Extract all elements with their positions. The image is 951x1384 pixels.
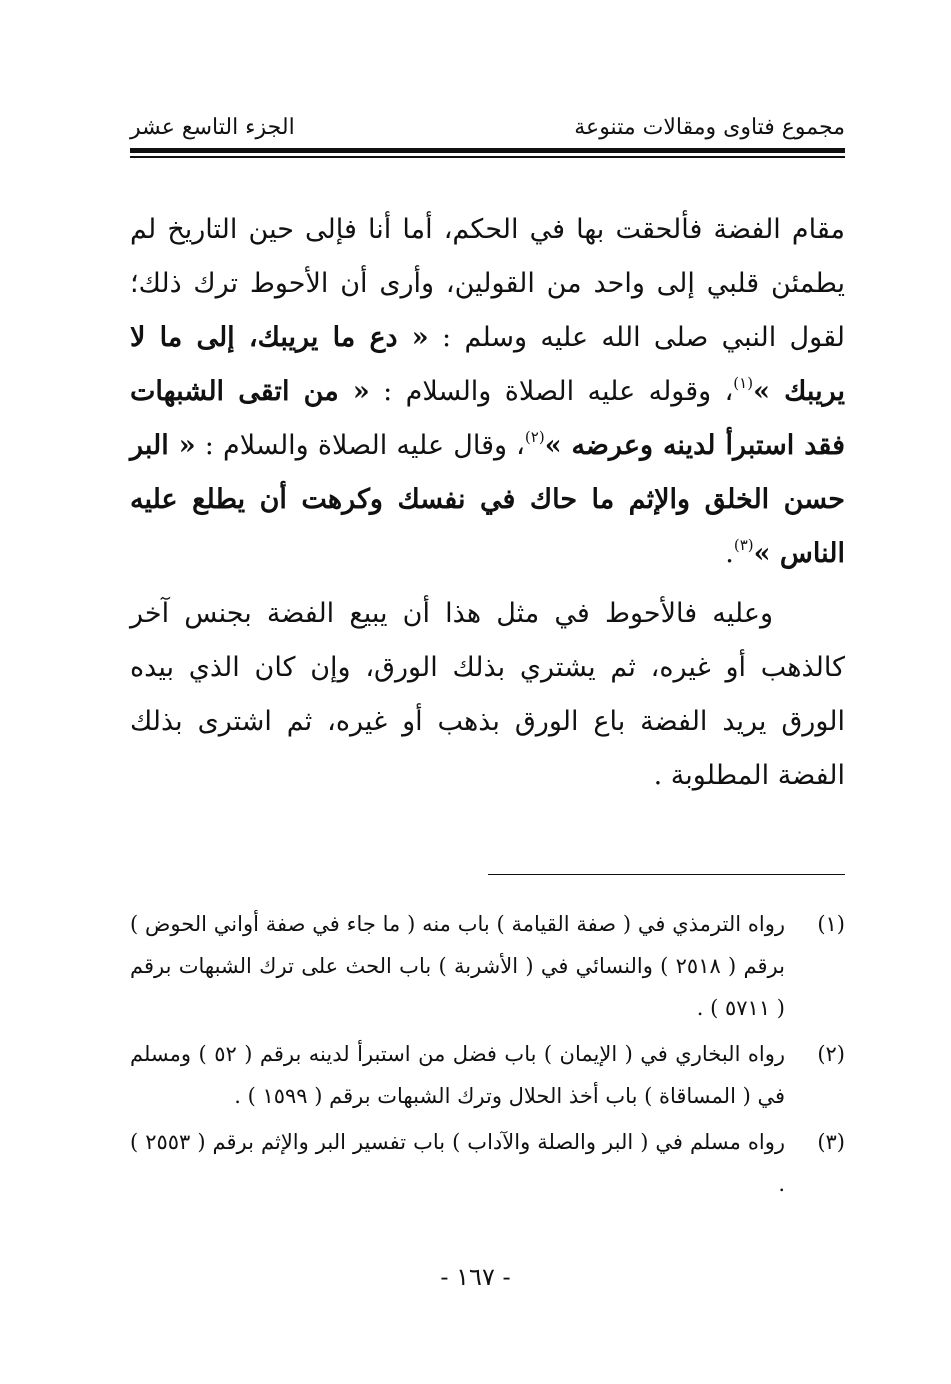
paragraph-1-text-3: ، وقال عليه الصلاة والسلام : <box>204 430 525 461</box>
paragraph-1-text-1: مقام الفضة فألحقت بها في الحكم، أما أنا فإلى حين التاريخ لم يطمئن قلبي إلى واحد من القولين، وأرى أن الأحوط ترك ذلك؛ لقول النبي صلى الله عليه وسلم : <box>130 214 846 353</box>
footnote-ref-1: (١) <box>733 374 754 392</box>
footnote-ref-3: (٣) <box>733 536 754 554</box>
footnote-number: (٢) <box>817 1042 845 1066</box>
footnote-item <box>130 903 845 1029</box>
main-text <box>130 203 845 803</box>
header-book-title: مجموع فتاوى ومقالات متنوعة <box>574 115 845 140</box>
header-rule-thick <box>130 148 845 153</box>
page-number: - ١٦٧ - <box>440 1263 511 1291</box>
footnote-ref-2: (٢) <box>524 428 545 446</box>
paragraph-1-text-4: . <box>725 538 734 569</box>
footnote-item <box>130 1121 845 1205</box>
hadith-quote-2: « من اتقى الشبهات فقد استبرأ لدينه وعرضه » <box>130 376 845 461</box>
hadith-quote-3: « البر حسن الخلق والإثم ما حاك في نفسك وكرهت أن يطلع عليه الناس » <box>130 430 845 569</box>
footnote-text: رواه مسلم في ( البر والصلة والآداب ) باب تفسير البر والإثم برقم ( ٢٥٥٣ ) . <box>130 1130 785 1196</box>
header-volume-label: الجزء التاسع عشر <box>130 115 295 140</box>
footnote-item <box>130 1033 845 1117</box>
paragraph-2: وعليه فالأحوط في مثل هذا أن يبيع الفضة بجنس آخر كالذهب أو غيره، ثم يشتري بذلك الورق، وإن كان الذي بيده الورق يريد الفضة باع الورق بذهب أو غيره، ثم اشترى بذلك الفضة المطلوبة . <box>130 598 845 791</box>
hadith-quote-1: « دع ما يريبك، إلى ما لا يريبك » <box>130 322 845 407</box>
footnotes <box>130 903 845 1205</box>
footnote-separator <box>488 874 845 875</box>
header-rule-thin <box>130 156 845 158</box>
footnote-number: (١) <box>817 912 845 936</box>
running-header <box>130 110 845 146</box>
paragraph-1-text-2: ، وقوله عليه الصلاة والسلام : <box>383 376 734 407</box>
footnote-text: رواه البخاري في ( الإيمان ) باب فضل من استبرأ لدينه برقم ( ٥٢ ) ومسلم في ( المساقاة ) باب أخذ الحلال وترك الشبهات برقم ( ١٥٩٩ ) . <box>130 1042 785 1108</box>
footnote-number: (٣) <box>817 1130 845 1154</box>
footnote-text: رواه الترمذي في ( صفة القيامة ) باب منه ( ما جاء في صفة أواني الحوض ) برقم ( ٢٥١٨ ) والنسائي في ( الأشربة ) باب الحث على ترك الشبهات برقم ( ٥٧١١ ) . <box>130 912 785 1020</box>
paragraph-1 <box>130 203 845 581</box>
